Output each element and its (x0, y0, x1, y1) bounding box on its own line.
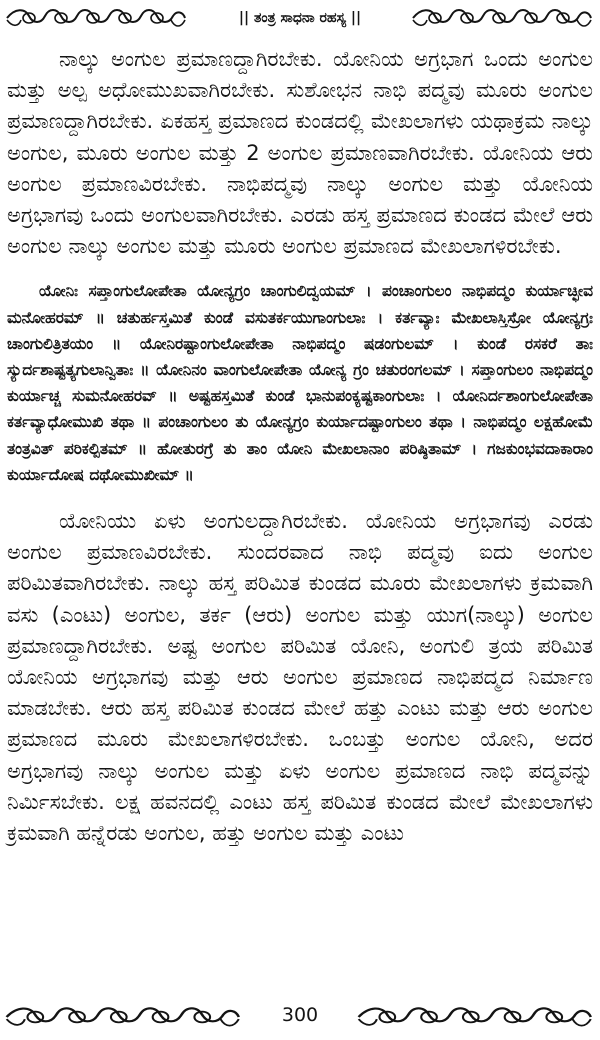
scroll-flourish-icon (2, 6, 192, 30)
page-title: || ತಂತ್ರ ಸಾಧನಾ ರಹಸ್ಯ || (238, 10, 362, 26)
paragraph-1: ನಾಲ್ಕು ಅಂಗುಲ ಪ್ರಮಾಣದ್ದಾಗಿರಬೇಕು. ಯೋನಿಯ ಅಗ್ರಭಾಗ ಒಂದು ಅಂಗುಲ ಮತ್ತು ಅಲ್ಪ ಅಧೋಮುಖವಾಗಿರಬೇಕು. ಸುಶೋಭನ ನಾಭಿ ಪದ್ಮವು ಮೂರು ಅಂಗುಲ ಪ್ರಮಾಣದ್ದಾಗಿರಬೇಕು. ಏಕಹಸ್ತ ಪ್ರಮಾಣದ ಕುಂಡದಲ್ಲಿ ಮೇಖಲಾಗಳು ಯಥಾಕ್ರಮ ನಾಲ್ಕು ಅಂಗುಲ, ಮೂರು ಅಂಗುಲ ಮತ್ತು 2 ಅಂಗುಲ ಪ್ರಮಾಣವಾಗಿರಬೇಕು. ಯೋನಿಯ ಆರು ಅಂಗುಲ ಪ್ರಮಾಣವಿರಬೇಕು. ನಾಭಿಪದ್ಮವು ನಾಲ್ಕು ಅಂಗುಲ ಮತ್ತು ಯೋನಿಯ ಅಗ್ರಭಾಗವು ಒಂದು ಅಂಗುಲವಾಗಿರಬೇಕು. ಎರಡು ಹಸ್ತ ಪ್ರಮಾಣದ ಕುಂಡದ ಮೇಲೆ ಆರು ಅಂಗುಲ ನಾಲ್ಕು ಅಂಗುಲ ಮತ್ತು ಮೂರು ಅಂಗುಲ ಪ್ರಮಾಣದ ಮೇಖಲಾಗಳಿರಬೇಕು. (7, 47, 593, 259)
page-body (7, 44, 593, 849)
page-number: 300 (281, 1004, 319, 1026)
scroll-flourish-icon (4, 1004, 244, 1030)
paragraph-2: ಯೋನಿಯು ಏಳು ಅಂಗುಲದ್ದಾಗಿರಬೇಕು. ಯೋನಿಯ ಅಗ್ರಭಾಗವು ಎರಡು ಅಂಗುಲ ಪ್ರಮಾಣವಿರಬೇಕು. ಸುಂದರವಾದ ನಾಭಿ ಪದ್ಮವು ಐದು ಅಂಗುಲ ಪರಿಮಿತವಾಗಿರಬೇಕು. ನಾಲ್ಕು ಹಸ್ತ ಪರಿಮಿತ ಕುಂಡದ ಮೂರು ಮೇಖಲಾಗಳು ಕ್ರಮವಾಗಿ ವಸು (ಎಂಟು) ಅಂಗುಲ, ತರ್ಕ (ಆರು) ಅಂಗುಲ ಮತ್ತು ಯುಗ(ನಾಲ್ಕು) ಅಂಗುಲ ಪ್ರಮಾಣದ್ದಾಗಿರಬೇಕು. ಅಷ್ಟ ಅಂಗುಲ ಪರಿಮಿತ ಯೋನಿ, ಅಂಗುಲಿ ತ್ರಯ ಪರಿಮಿತ ಯೋನಿಯ ಅಗ್ರಭಾಗವು ಮತ್ತು ಆರು ಅಂಗುಲ ಪ್ರಮಾಣದ ನಾಭಿಪದ್ಮದ ನಿರ್ಮಾಣ ಮಾಡಬೇಕು. ಆರು ಹಸ್ತ ಪರಿಮಿತ ಕುಂಡದ ಮೇಲೆ ಹತ್ತು ಎಂಟು ಮತ್ತು ಆರು ಅಂಗುಲ ಪ್ರಮಾಣದ ಮೂರು ಮೇಖಲಾಗಳಿರಬೇಕು. ಒಂಬತ್ತು ಅಂಗುಲ ಯೋನಿ, ಅದರ ಅಗ್ರಭಾಗವು ನಾಲ್ಕು ಅಂಗುಲ ಮತ್ತು ಏಳು ಅಂಗುಲ ಪ್ರಮಾಣದ ನಾಭಿ ಪದ್ಮವನ್ನು ನಿರ್ಮಿಸಬೇಕು. ಲಕ್ಷ ಹವನದಲ್ಲಿ ಎಂಟು ಹಸ್ತ ಪರಿಮಿತ ಕುಂಡದ ಮೇಲೆ ಮೇಖಲಾಗಳು ಕ್ರಮವಾಗಿ ಹನ್ನೆರಡು ಅಂಗುಲ, ಹತ್ತು ಅಂಗುಲ ಮತ್ತು ಎಂಟು (7, 509, 593, 846)
page-footer (0, 1002, 600, 1032)
scroll-flourish-icon (356, 1004, 596, 1030)
sanskrit-verse: ಯೋನಿಃ ಸಪ್ತಾಂಗುಲೋಪೇತಾ ಯೋನ್ಯಗ್ರಂ ಚಾಂಗುಲಿದ್ವಯಮ್ । ಪಂಚಾಂಗುಲಂ ನಾಭಿಪದ್ಮಂ ಕುರ್ಯಾಚ್ಛೀವ ಮನೋಹರಮ್ ॥ ಚತುರ್ಹಸ್ತಮಿತೆ ಕುಂಡೆ ವಸುತರ್ಕಯುಗಾಂಗುಲಾಃ । ಕರ್ತವ್ಯಾಃ ಮೇಖಲಾಸ್ತಿಸ್ರೋ ಯೋನ್ಯಗ್ರಃ ಚಾಂಗುಲಿತ್ರಿತಯಂ ॥ ಯೋನಿರಷ್ಟಾಂಗುಲೋಪೇತಾ ನಾಭಿಪದ್ಮಂ ಷಡಂಗುಲಮ್ । ಕುಂಡೆ ರಸಕರೆ ತಾಃ ಸ್ಯುರ್ದಶಾಷ್ಟತ್ಯಗುಲಾನ್ವಿತಾಃ ॥ ಯೋನಿನಂ ವಾಂಗುಲೋಪೇತಾ ಯೋನ್ಯ ಗ್ರಂ ಚತುರಂಗಲಮ್ । ಸಪ್ತಾಂಗುಲಂ ನಾಭಿಪದ್ಮಂ ಕುರ್ಯಾಚ್ಚ ಸುಮನೋಹರವ್ ॥ ಅಷ್ಟಹಸ್ತಮಿತೆ ಕುಂಡೆ ಭಾನುಪಂಕ್ಯಷ್ಟಕಾಂಗುಲಾಃ । ಯೋನಿರ್ದಶಾಂಗುಲೋಪೇತಾ ಕರ್ತವ್ಯಾಧೋಮುಖಿ ತಥಾ ॥ ಪಂಚಾಂಗುಲಂ ತು ಯೋನ್ಯಗ್ರಂ ಕುರ್ಯಾದಷ್ಟಾಂಗುಲಂ ತಥಾ । ನಾಭಿಪದ್ಮಂ ಲಕ್ಷಹೋಮೆ ತಂತ್ರವಿತ್ ಪರಿಕಲ್ಪಿತಮ್ ॥ ಹೋತುರಗ್ರೆ ತು ತಾಂ ಯೋನಿ ಮೇಖಲಾನಾಂ ಪರಿಷ್ಠಿತಾಮ್ । ಗಜಕುಂಭವದಾಕಾರಾಂ ಕುರ್ಯಾದೋಷ ದಥೋಮುಖೀಮ್ ॥ (7, 282, 593, 484)
page-header (0, 2, 600, 38)
scroll-flourish-icon (408, 6, 598, 30)
